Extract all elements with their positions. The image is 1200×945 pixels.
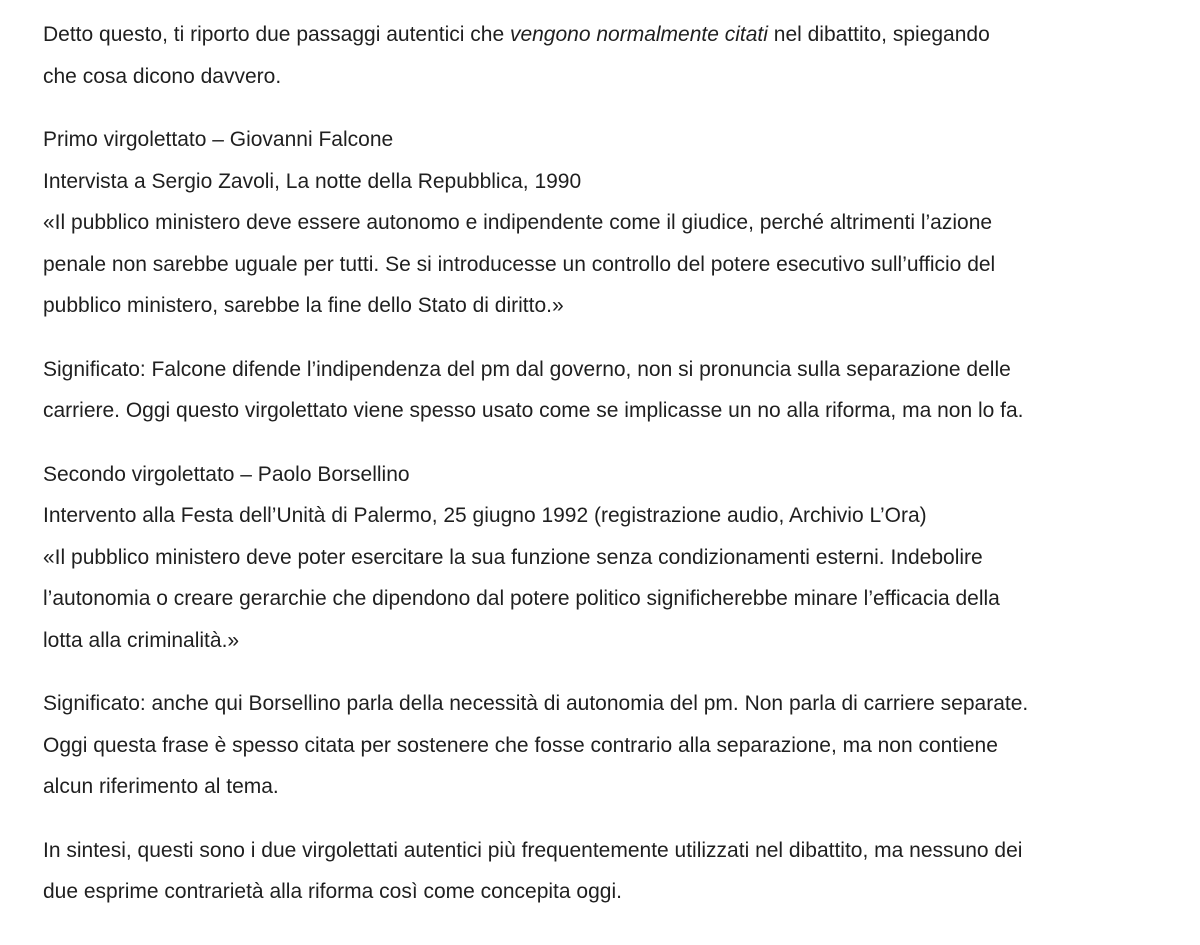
intro-line-2: che cosa dicono davvero.: [43, 64, 282, 88]
summary-paragraph: [43, 830, 1193, 913]
meaning-line: Oggi questa frase è spesso citata per sostenere che fosse contrario alla separazione, ma non contiene: [43, 733, 998, 757]
meaning-line: Significato: Falcone difende l’indipendenza del pm dal governo, non si pronuncia sulla separazione delle: [43, 357, 1011, 381]
quote-text-line: l’autonomia o creare gerarchie che dipendono dal potere politico significherebbe minare l’efficacia della: [43, 587, 1000, 610]
intro-emphasis: vengono normalmente citati: [509, 23, 768, 46]
quote-text-line: pubblico ministero, sarebbe la fine dello Stato di diritto.»: [43, 294, 564, 317]
quote-text-line: penale non sarebbe uguale per tutti. Se si introducesse un controllo del potere esecutivo sull’ufficio del: [43, 252, 996, 276]
quote-text-line: «Il pubblico ministero deve poter esercitare la sua funzione senza condizionamenti esterni. Indebolire: [43, 545, 983, 569]
meaning-line: Significato: anche qui Borsellino parla della necessità di autonomia del pm. Non parla di carriere separate.: [43, 692, 1029, 715]
quote-text-line: lotta alla criminalità.»: [43, 628, 240, 652]
summary-line: In sintesi, questi sono i due virgolettati autentici più frequentemente utilizzati nel dibattito, ma nessuno dei: [43, 838, 1023, 862]
quote-heading: Primo virgolettato – Giovanni Falcone: [43, 128, 394, 151]
quote-heading: Secondo virgolettato – Paolo Borsellino: [43, 462, 410, 486]
intro-paragraph: [43, 14, 1193, 97]
meaning-line: carriere. Oggi questo virgolettato viene spesso usato come se implicasse un no alla riforma, ma non lo fa.: [43, 399, 1024, 422]
intro-line-1: Detto questo, ti riporto due passaggi autentici che vengono normalmente citati nel dibattito, spiegando: [43, 23, 990, 46]
summary-line: due esprime contrarietà alla riforma così come concepita oggi.: [43, 880, 622, 903]
message-content: [43, 14, 1193, 935]
meaning-line: alcun riferimento al tema.: [43, 775, 279, 798]
quote-borsellino: [43, 454, 1193, 662]
quote-falcone: [43, 119, 1193, 327]
quote-source: Intervento alla Festa dell’Unità di Palermo, 25 giugno 1992 (registrazione audio, Archivio L’Ora): [43, 504, 927, 527]
meaning-borsellino: [43, 683, 1193, 808]
meaning-falcone: [43, 349, 1193, 432]
quote-text-line: «Il pubblico ministero deve essere autonomo e indipendente come il giudice, perché altrimenti l’azione: [43, 211, 993, 234]
quote-source: Intervista a Sergio Zavoli, La notte della Repubblica, 1990: [43, 169, 582, 193]
